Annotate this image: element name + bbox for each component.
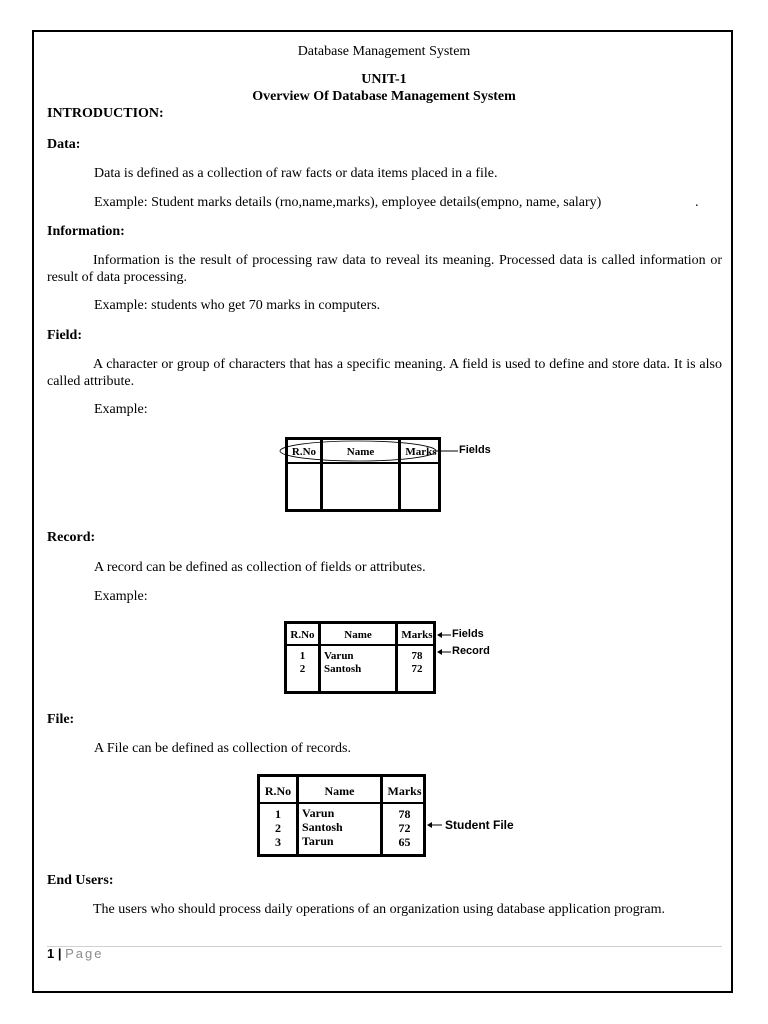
file-row3-name: Tarun: [302, 834, 334, 848]
data-example-dot: .: [695, 195, 699, 210]
page-footer: [47, 946, 104, 962]
file-row2-rno: 2: [275, 821, 281, 835]
record-header-marks: Marks: [401, 629, 433, 641]
data-definition: Data is defined as a collection of raw facts or data items placed in a file.: [94, 166, 498, 181]
data-example: Example: Student marks details (rno,name,marks), employee details(empno, name, salary): [94, 195, 602, 210]
file-annotation: Student File: [445, 818, 514, 832]
field-header-name: Name: [346, 446, 375, 458]
record-record-annotation: Record: [452, 645, 490, 657]
page-number: 1: [47, 946, 55, 961]
file-row1-name: Varun: [302, 806, 335, 820]
record-row1-name: Varun: [324, 650, 354, 662]
introduction-heading: INTRODUCTION:: [47, 106, 164, 121]
field-header-marks: Marks: [405, 446, 437, 458]
file-table: [257, 774, 426, 857]
footer-separator: |: [57, 946, 62, 961]
record-row2-rno: 2: [299, 663, 306, 675]
file-row3-marks: 65: [398, 835, 411, 849]
file-header-rno: R.No: [264, 784, 292, 798]
information-definition: Information is the result of processing raw data to reveal its meaning. Processed data is called information or result of data processing.: [47, 253, 722, 285]
file-heading: File:: [47, 712, 75, 727]
record-example-label: Example:: [94, 589, 148, 604]
file-row3-rno: 3: [275, 835, 281, 849]
footer-divider: [47, 946, 722, 947]
file-header-name: Name: [324, 784, 355, 798]
end-users-definition: The users who should process daily operations of an organization using database application program.: [93, 902, 666, 917]
field-example-label: Example:: [94, 402, 148, 417]
record-row1-rno: 1: [299, 650, 306, 662]
information-example: Example: students who get 70 marks in computers.: [94, 298, 381, 313]
record-header-rno: R.No: [290, 629, 315, 641]
file-definition: A File can be defined as collection of records.: [94, 741, 351, 756]
record-row2-name: Santosh: [324, 663, 362, 675]
file-row2-name: Santosh: [302, 820, 343, 834]
record-header-name: Name: [344, 629, 372, 641]
fields-ellipse-annotation: [278, 438, 463, 464]
record-fields-annotation: Fields: [452, 628, 484, 640]
end-users-heading: End Users:: [47, 873, 114, 888]
file-arrow: [426, 819, 444, 831]
doc-subject: Database Management System: [297, 44, 471, 59]
page-title: Overview Of Database Management System: [252, 89, 516, 104]
field-header-rno: R.No: [291, 446, 317, 458]
field-heading: Field:: [47, 328, 82, 343]
file-row1-marks: 78: [398, 807, 411, 821]
record-row1-marks: 78: [411, 650, 423, 662]
file-row1-rno: 1: [275, 807, 281, 821]
record-table: [284, 621, 436, 694]
field-annotation: Fields: [459, 444, 491, 456]
unit-title: UNIT-1: [361, 72, 407, 87]
record-heading: Record:: [47, 530, 96, 545]
field-definition: A character or group of characters that has a specific meaning. A field is used to define and store data. It is also called attribute.: [47, 357, 722, 389]
file-header-marks: Marks: [387, 784, 422, 798]
page-word: Page: [65, 946, 104, 961]
data-heading: Data:: [47, 137, 81, 152]
record-row2-marks: 72: [411, 663, 423, 675]
record-definition: A record can be defined as collection of fields or attributes.: [94, 560, 426, 575]
information-heading: Information:: [47, 224, 125, 239]
file-row2-marks: 72: [398, 821, 411, 835]
